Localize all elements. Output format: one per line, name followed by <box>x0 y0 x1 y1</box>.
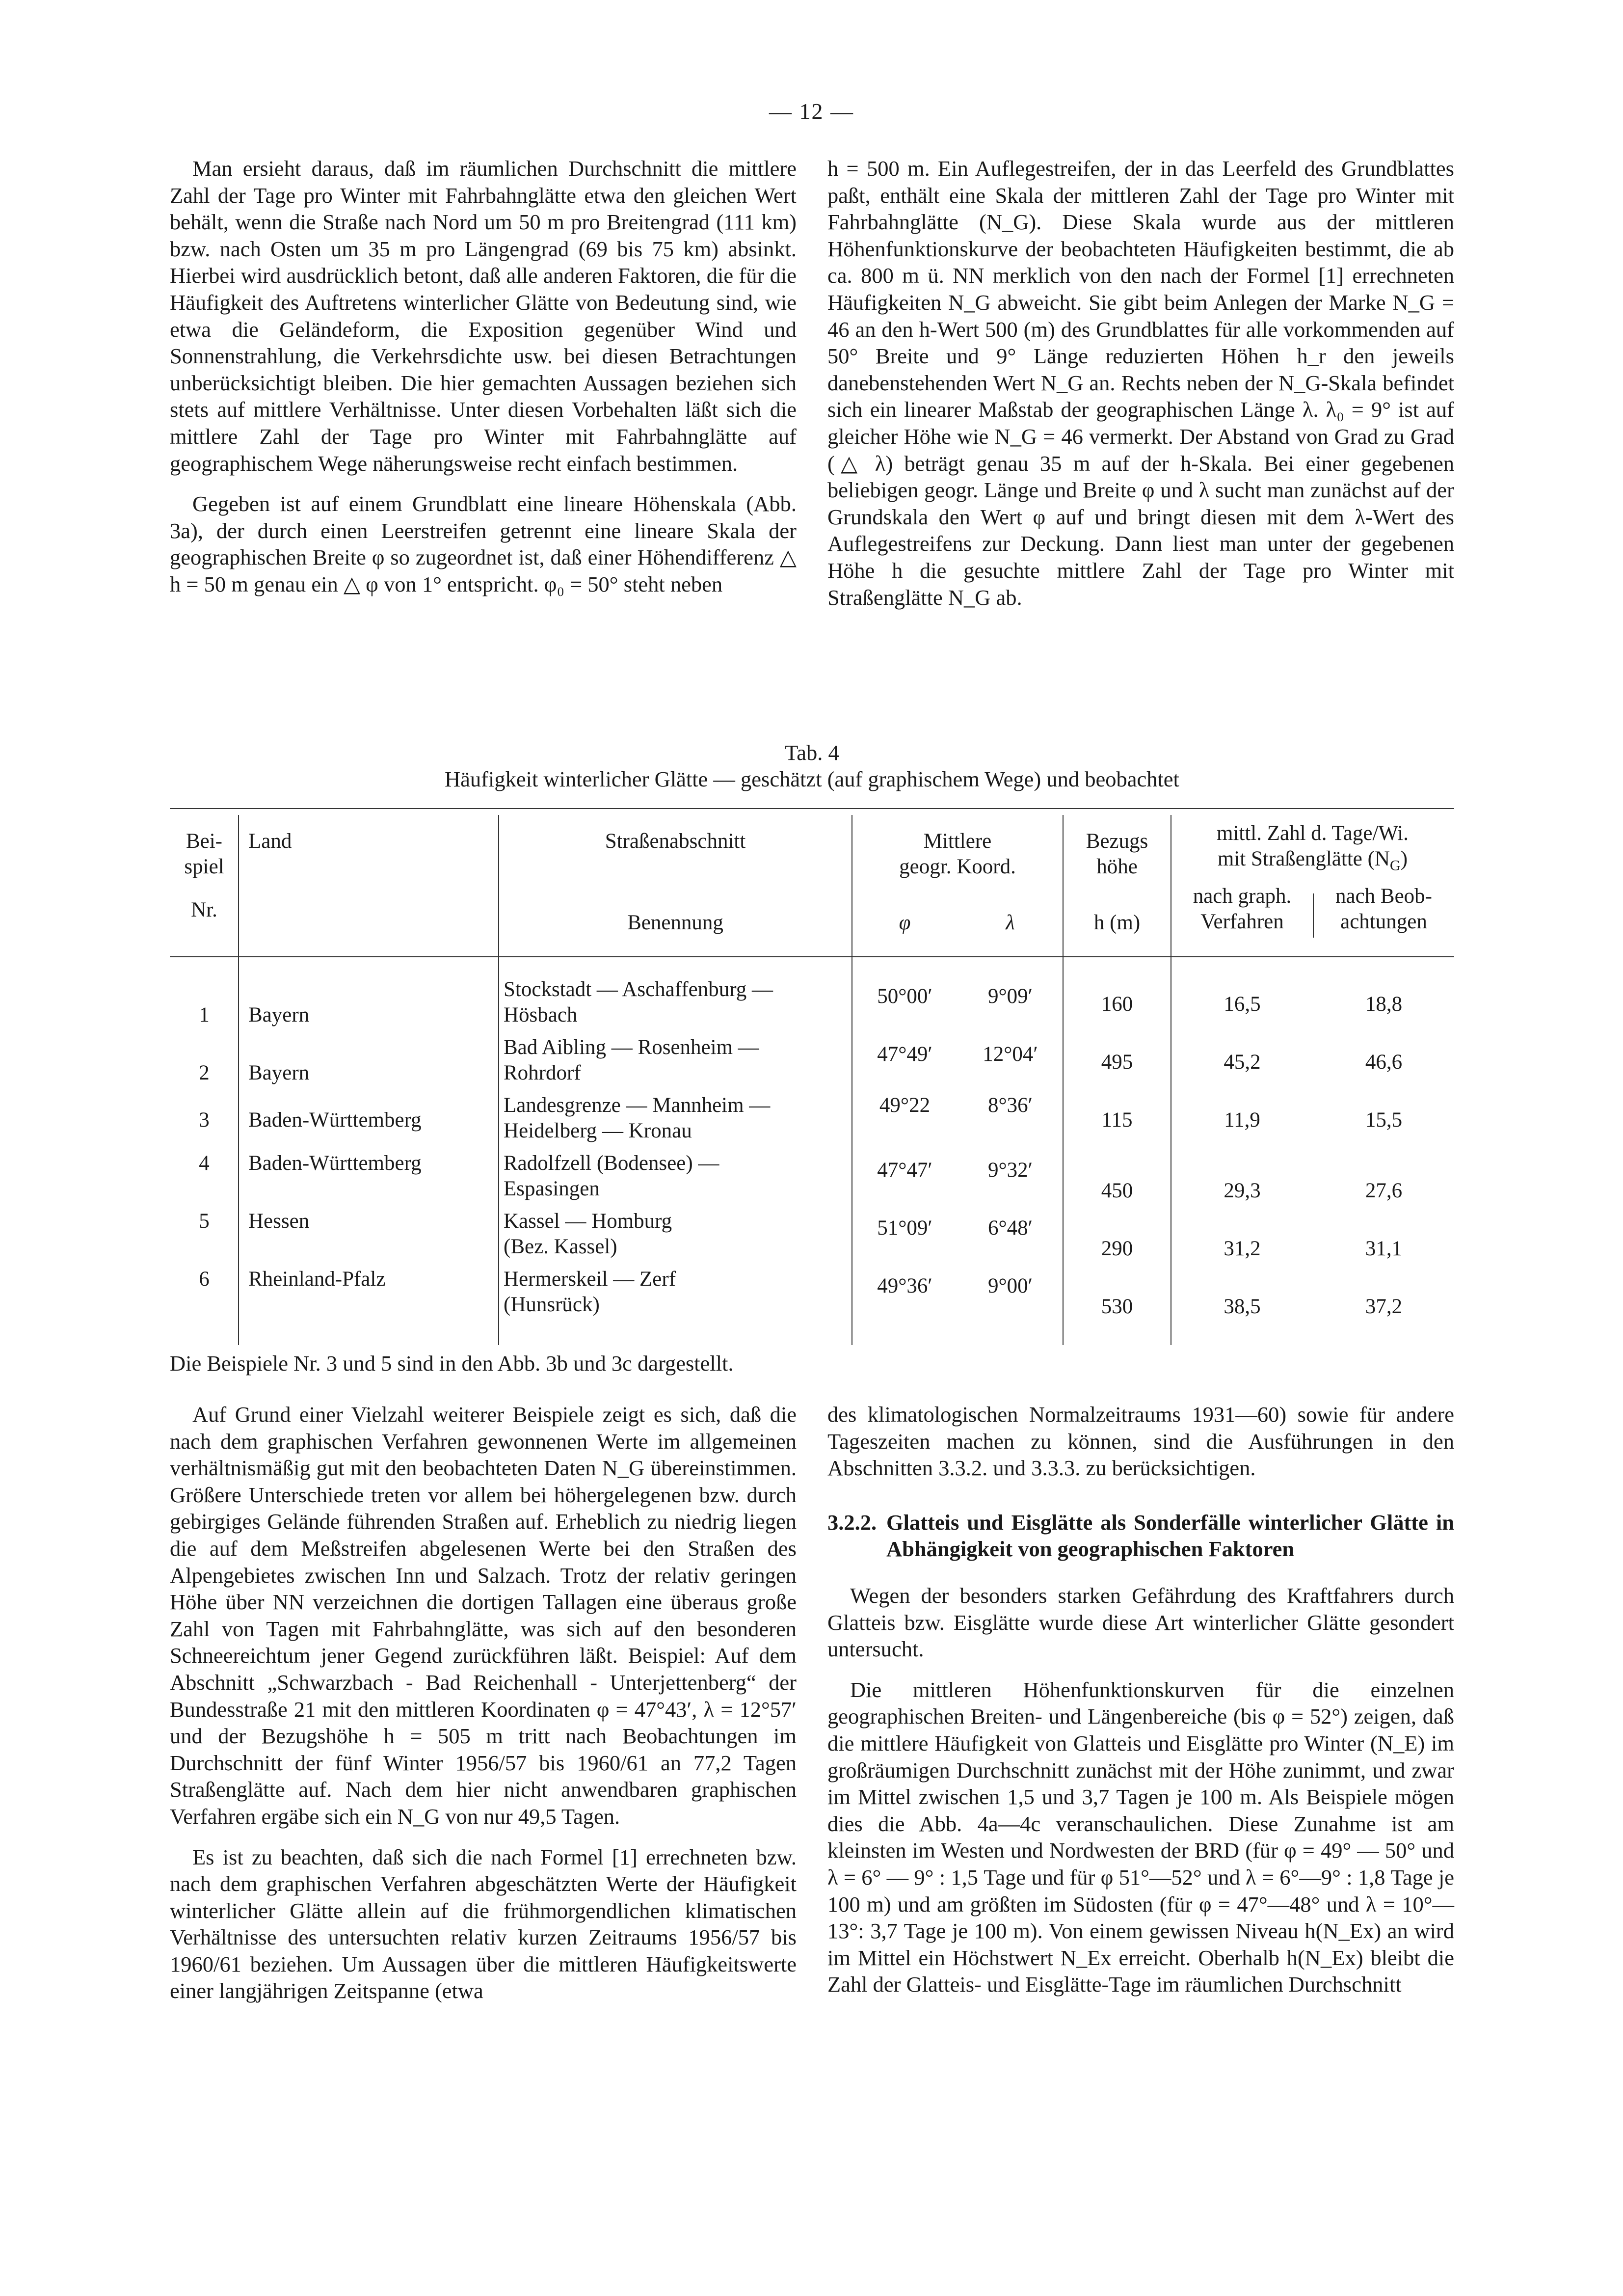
table-cell-land: Bayern <box>248 1061 310 1084</box>
table-cell-lambda: 9°00′ <box>987 1274 1033 1297</box>
table-cell-h: 290 <box>1101 1237 1133 1260</box>
table-cell-lambda: 6°48′ <box>987 1216 1033 1240</box>
strasse-line: Hermerskeil — Zerf <box>504 1268 676 1291</box>
header-graph: nach graph. Verfahren <box>1193 885 1292 933</box>
header-beispiel: Bei- spiel Nr. <box>184 830 224 921</box>
strasse-line: Hösbach <box>504 1003 578 1026</box>
table-cell-lambda: 12°04′ <box>983 1043 1038 1066</box>
section-title: Glatteis und Eisglätte als Sonderfälle winterlicher Glätte in Abhängigkeit von geographischen Faktoren <box>886 1510 1454 1562</box>
table-cell-h: 160 <box>1101 993 1133 1016</box>
table-cell-strasse <box>504 1209 847 1260</box>
table-title: Häufigkeit winterlicher Glätte — geschätzt (auf graphischem Wege) und beobachtet <box>445 767 1179 791</box>
table-cell-phi: 47°47′ <box>877 1159 932 1182</box>
paragraph: Wegen der besonders starken Gefährdung des Kraftfahrers durch Glatteis bzw. Eisglätte wurde diese Art winterlicher Glätte gesondert untersucht. <box>827 1583 1454 1662</box>
strasse-line: (Hunsrück) <box>504 1293 600 1316</box>
table-cell-strasse <box>504 1093 847 1144</box>
paragraph: Es ist zu beachten, daß sich die nach Formel [1] errechneten bzw. nach dem graphischen Verfahren abgeschätzten Werte der Häufigkeit winterlicher Glätte allein auf die frühmorgendlichen klimatischen Verhältnisse des untersuchten relativ kurzen Zeitraums 1956/57 bis 1960/61 beziehen. Um Aussagen über die mittleren Häufigkeitswerte einer langjährigen Zeitspanne (etwa <box>170 1844 797 2003</box>
table-cell-phi: 47°49′ <box>877 1043 932 1066</box>
table-cell-nr: 2 <box>199 1061 210 1084</box>
table-cell-h: 115 <box>1101 1108 1133 1132</box>
header-mittl: mittl. Zahl d. Tage/Wi. mit Straßenglätte $(N_G)$ <box>1217 822 1409 874</box>
table-cell-strasse <box>504 1267 847 1318</box>
header-phi: φ <box>899 911 911 934</box>
strasse-line: Stockstadt — Aschaffenburg — <box>504 978 773 1001</box>
table-cell-beob: 27,6 <box>1365 1179 1403 1202</box>
strasse-line: Heidelberg — Kronau <box>504 1119 692 1142</box>
table-cell-beob: 46,6 <box>1365 1051 1403 1074</box>
paragraph: Die mittleren Höhenfunktionskurven für die einzelnen geographischen Breiten- und Längenbereiche (bis φ = 52°) zeigen, daß die mittlere Häufigkeit von Glatteis und Eisglätte pro Winter (N_E) im großräumigen Durchschnitt zunächst mit der Höhe zunimmt, und zwar im Mittel zwischen 1,5 und 3,7 Tagen je 100 m. Als Beispiele mögen dies die Abb. 4a—4c veranschaulichen. Diese Zunahme ist am kleinsten im Westen und Nordwesten der BRD (für φ = 49° — 50° und λ = 6° — 9° : 1,5 Tage und für φ 51°—52° und λ = 6°—9° : 1,8 Tage je 100 m) und am größten im Südosten (für φ = 47°—48° und λ = 10°—13°: 3,7 Tage je 100 m). Von einem gewissen Niveau h(N_Ex) an wird im Mittel ein Höchstwert N_Ex erreicht. Oberhalb h(N_Ex) bleibt die Zahl der Glatteis- und Eisglätte-Tage im räumlichen Durchschnitt <box>827 1677 1454 1997</box>
table-cell-phi: 49°36′ <box>877 1274 932 1297</box>
strasse-line: (Bez. Kassel) <box>504 1235 617 1258</box>
table-cell-h: 450 <box>1101 1179 1133 1202</box>
table-cell-strasse <box>504 977 847 1028</box>
table-cell-land: Baden-Württemberg <box>248 1108 422 1132</box>
strasse-line: Kassel — Homburg <box>504 1210 672 1233</box>
table-cell-nr: 3 <box>199 1108 210 1132</box>
paragraph: Man ersieht daraus, daß im räumlichen Durchschnitt die mittlere Zahl der Tage pro Winter mit Fahrbahnglätte etwa den gleichen Wert behält, wenn die Straße nach Nord um 50 m pro Breitengrad (111 km) bzw. nach Osten um 35 m pro Längengrad (69 bis 75 km) absinkt. Hierbei wird ausdrücklich betont, daß alle anderen Faktoren, die für die Häufigkeit des Auftretens winterlicher Glätte von Bedeutung sind, wie etwa die Geländeform, die Exposition gegenüber Wind und Sonnenstrahlung, die Verkehrsdichte usw. bei diesen Betrachtungen unberücksichtigt bleiben. Die hier gemachten Aussagen beziehen sich stets auf mittlere Verhältnisse. Unter diesen Vorbehalten läßt sich die mittlere Zahl der Tage pro Winter mit Fahrbahnglätte auf geographischem Wege näherungsweise recht einfach bestimmen. <box>170 156 797 476</box>
left-column-bottom <box>170 1401 797 2004</box>
table-cell-h: 495 <box>1101 1051 1133 1074</box>
header-beob: nach Beob- achtungen <box>1335 885 1432 933</box>
table-cell-graph: 11,9 <box>1224 1108 1260 1132</box>
header-strasse: Straßenabschnitt <box>605 830 746 853</box>
table-cell-beob: 15,5 <box>1365 1108 1403 1132</box>
paragraph: h = 500 m. Ein Auflegestreifen, der in das Leerfeld des Grundblattes paßt, enthält eine Skala der mittleren Zahl der Tage pro Winter mit Fahrbahnglätte (N_G). Diese Skala wurde aus der mittleren Höhenfunktionskurve der beobachteten Häufigkeiten bestimmt, die ab ca. 800 m ü. NN merklich von den nach der Formel [1] errechneten Häufigkeiten N_G abweicht. Sie gibt beim Anlegen der Marke N_G = 46 an den h-Wert 500 (m) des Grundblattes für alle vorkommenden auf 50° Breite und 9° Länge reduzierten Höhen h_r den jeweils danebenstehenden Wert N_G an. Rechts neben der N_G-Skala befindet sich ein linearer Maßstab der geographischen Länge λ. λ₀ = 9° ist auf gleicher Höhe wie N_G = 46 vermerkt. Der Abstand von Grad zu Grad (△ λ) beträgt genau 35 m auf der h-Skala. Bei einer gegebenen beliebigen geogr. Länge und Breite φ und λ sucht man zunächst auf der Grundskala den Wert φ auf und bringt diesen mit dem λ-Wert des Auflegestreifens zur Deckung. Dann liest man unter der gegebenen Höhe h die gesuchte mittlere Zahl der Tage pro Winter mit Straßenglätte N_G ab. <box>827 156 1454 610</box>
table-cell-h: 530 <box>1101 1295 1133 1318</box>
table-cell-land: Rheinland-Pfalz <box>248 1268 386 1291</box>
section-number: 3.2.2. <box>827 1510 877 1535</box>
strasse-line: Espasingen <box>504 1177 600 1200</box>
table-cell-strasse <box>504 1151 847 1202</box>
header-lambda: λ <box>1006 911 1015 934</box>
header-koord: Mittlere geogr. Koord. <box>899 830 1016 878</box>
table-cell-lambda: 8°36′ <box>987 1094 1033 1117</box>
right-column-bottom <box>827 1401 1454 1998</box>
table-cell-land: Bayern <box>248 1003 310 1026</box>
table-header <box>170 822 1454 951</box>
table-cell-phi: 51°09′ <box>877 1216 932 1240</box>
section-heading <box>827 1509 1454 1563</box>
table-note: Die Beispiele Nr. 3 und 5 sind in den Abb. 3b und 3c dargestellt. <box>170 1351 734 1376</box>
table-cell-graph: 29,3 <box>1224 1179 1261 1202</box>
paragraph: Gegeben ist auf einem Grundblatt eine lineare Höhenskala (Abb. 3a), der durch einen Leerstreifen getrennt eine lineare Skala der geographischen Breite φ so zugeordnet ist, daß einer Höhendifferenz △ h = 50 m genau ein △ φ von 1° entspricht. φ₀ = 50° steht neben <box>170 491 797 596</box>
table-cell-lambda: 9°09′ <box>987 985 1033 1008</box>
strasse-line: Bad Aibling — Rosenheim — <box>504 1036 759 1059</box>
table-cell-graph: 31,2 <box>1224 1237 1261 1260</box>
table-number: Tab. 4 <box>785 740 839 765</box>
strasse-line: Radolfzell (Bodensee) — <box>504 1152 719 1175</box>
header-h: h (m) <box>1093 911 1141 934</box>
table-cell-strasse <box>504 1035 847 1086</box>
page-number: — 12 — <box>769 99 854 124</box>
table-cell-lambda: 9°32′ <box>987 1159 1033 1182</box>
paragraph: des klimatologischen Normalzeitraums 1931—60) sowie für andere Tageszeiten machen zu können, sind die Ausführungen in den Abschnitten 3.3.2. und 3.3.3. zu berücksichtigen. <box>827 1402 1454 1481</box>
table-cell-graph: 16,5 <box>1224 993 1261 1016</box>
table-cell-graph: 45,2 <box>1224 1051 1261 1074</box>
header-bezug: Bezugs höhe <box>1086 830 1148 878</box>
strasse-line: Landesgrenze — Mannheim — <box>504 1094 771 1117</box>
table-cell-land: Hessen <box>248 1210 310 1233</box>
table-cell-beob: 37,2 <box>1365 1295 1403 1318</box>
table-cell-nr: 4 <box>199 1152 210 1175</box>
strasse-line: Rohrdorf <box>504 1061 581 1084</box>
paragraph: Auf Grund einer Vielzahl weiterer Beispiele zeigt es sich, daß die nach dem graphischen Verfahren gewonnenen Werte im allgemeinen verhältnismäßig gut mit den beobachteten Daten N_G übereinstimmen. Größere Unterschiede treten vor allem bei höhergelegenen bzw. durch gebirgiges Gelände führenden Straßen auf. Erheblich zu niedrig liegen die auf dem Meßstreifen abgelesenen Werte bei den Straßen des Alpengebietes zwischen Inn und Salzach. Trotz der relativ geringen Höhe über NN verzeichnen die dortigen Tallagen eine überaus große Zahl von Tagen mit Fahrbahnglätte, was sich auf den besonderen Schneereichtum jener Gegend zurückführen läßt. Beispiel: Auf dem Abschnitt „Schwarzbach - Bad Reichenhall - Unterjettenberg“ der Bundesstraße 21 mit den mittleren Koordinaten φ = 47°43′, λ = 12°57′ und der Bezugshöhe h = 505 m tritt nach Beobachtungen im Durchschnitt der fünf Winter 1956/57 bis 1960/61 an 77,2 Tagen Straßenglätte auf. Nach dem hier nicht anwendbaren graphischen Verfahren ergäbe sich ein N_G von nur 49,5 Tagen. <box>170 1402 797 1829</box>
header-land: Land <box>248 830 292 853</box>
table-cell-beob: 18,8 <box>1365 993 1403 1016</box>
header-benennung: Benennung <box>627 911 723 934</box>
table-cell-nr: 5 <box>199 1210 210 1233</box>
table-cell-graph: 38,5 <box>1224 1295 1261 1318</box>
table-cell-nr: 1 <box>199 1003 210 1026</box>
table-cell-land: Baden-Württemberg <box>248 1152 422 1175</box>
table-cell-nr: 6 <box>199 1268 210 1291</box>
table-cell-beob: 31,1 <box>1365 1237 1403 1260</box>
table-cell-phi: 50°00′ <box>877 985 932 1008</box>
table-cell-phi: 49°22 <box>879 1094 931 1117</box>
